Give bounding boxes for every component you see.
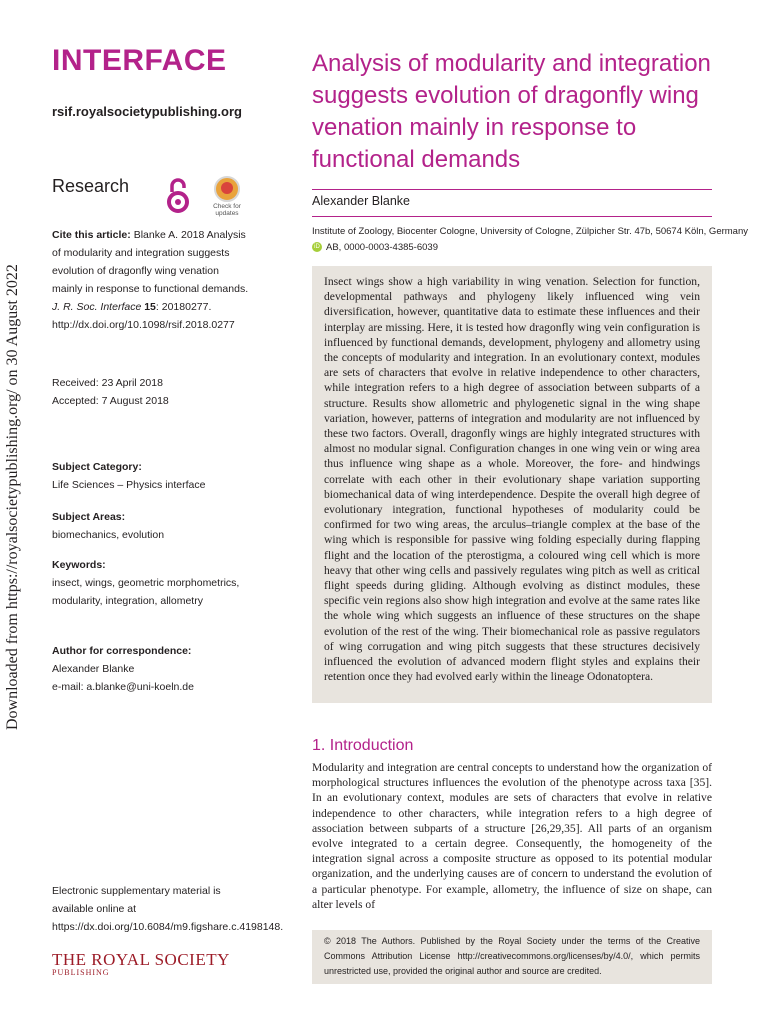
intro-paragraph: Modularity and integration are central concepts to understand how the organization of morphological structures influences the evolution of the phenotype across taxa [35]. In an evolutionary context, modules are sets of characters that evolve in relative independence to other characters, while integration refers to a high degree of association between subparts of a structure [26,29,35]. All parts of an organism evolve integrated to a certain degree. Consequently, the homogeneity of the integration signal across a composite structure as opposed to its potential modular organization, and the underlying causes are of concern to understand the evolution of a particular phenotype. For example, allometry, the influence of size on shape, can alter levels of xyxy=(312,761,712,911)
abstract-box xyxy=(312,266,712,703)
update-badge-label: Check for updates xyxy=(213,203,241,217)
open-access-icon xyxy=(165,178,191,214)
affiliation: Institute of Zoology, Biocenter Cologne, University of Cologne, Zülpicher Str. 47b, 50674 Köln, Germany xyxy=(312,226,749,237)
subject-category-label: Subject Category: xyxy=(52,461,142,473)
section-label: Research xyxy=(52,176,130,196)
subject-category xyxy=(52,458,252,494)
society-sub: PUBLISHING xyxy=(52,968,110,977)
correspondence-label: Author for correspondence: xyxy=(52,645,192,657)
journal-url[interactable]: rsif.royalsocietypublishing.org xyxy=(52,104,242,119)
orcid-icon[interactable]: iD xyxy=(312,242,322,252)
subject-category-value: Life Sciences – Physics interface xyxy=(52,479,206,491)
received-date: Received: 23 April 2018 xyxy=(52,377,163,389)
affiliation-block xyxy=(312,224,748,256)
intro-body xyxy=(312,760,712,912)
article-author: Alexander Blanke xyxy=(312,194,410,208)
download-stamp xyxy=(2,264,26,730)
author-correspondence xyxy=(52,642,252,696)
title-rule xyxy=(312,189,712,190)
download-stamp-text: Downloaded from https://royalsocietypublishing.org/ on 30 August 2022 xyxy=(4,264,21,730)
orcid-line xyxy=(312,240,748,256)
cite-block xyxy=(52,226,252,334)
keywords-value: insect, wings, geometric morphometrics, modularity, integration, allometry xyxy=(52,577,240,607)
abstract-text: Insect wings show a high variability in wing venation. Selection for function, developmental pathways and phylogeny likely influenced wing vein diversification, however, quantitative data to estimate these influences and their interplay are missing. Here, it is tested how dragonfly wing vein configuration is influenced by functional demands, development, phylogeny and allometry using the concepts of modularity and integration. In an evolutionary context, modules are sets of characters that evolve in relative independence to other characters, while integration refers to a high degree of association between subparts of a structure. Results show allometric and phylogenetic signal in the wing shape variation, however, patterns of integration and modularity are not influenced by these two factors. Overall, dragonfly wings are highly integrated structures with almost no modular signal. Configuration changes in one wing vein or wing area thus influence wing shape as a whole. Moreover, the fore- and hindwings correlate with each other in their evolutionary shape variation supporting biomechanical data of wing interdependence. Despite the overall high degree of evolutionary integration, functional hypotheses of modularity could be confirmed for two wing areas, the arculus–triangle complex at the base of the wing which is responsible for passive wing folding especially during flapping flight and the location of the pterostigma, a coloured wing cell which is more heavy that other wing cells and passively regulates wing pitch as well as critical flight speeds during gliding. Although evolving as distinct modules, these specific vein regions also show high integration and evolve at the same rates like the whole wing which suggests an influence of these structures on the shape evolution of the rest of the wing. Their biomechanical role as passive regulators of wing corrugation and wing pitch suggests that these structures decisively influenced the evolution of advanced modern flight styles and explains their retention once they had evolved early within the lineage Odonatoptera. xyxy=(324,275,700,684)
correspondence-name: Alexander Blanke xyxy=(52,663,135,675)
correspondence-email[interactable]: e-mail: a.blanke@uni-koeln.de xyxy=(52,681,194,693)
royal-society-logo xyxy=(52,950,230,977)
keywords xyxy=(52,556,252,610)
keywords-label: Keywords: xyxy=(52,559,106,571)
license-box: © 2018 The Authors. Published by the Royal Society under the terms of the Creative Commons Attribution License http://creativecommons.org/licenses/by/4.0/, which permits unrestricted use, provided the original author and source are credited. xyxy=(312,930,712,984)
cite-text: Blanke A. 2018 Analysis of modularity and integration suggests evolution of dragonfly wing venation mainly in response to functional demands. xyxy=(52,229,249,295)
society-name: THE ROYAL SOCIETY xyxy=(52,950,230,969)
article-title: Analysis of modularity and integration suggests evolution of dragonfly wing venation mainly in response to functional demands xyxy=(312,50,711,173)
supplementary-material: Electronic supplementary material is available online at https://dx.doi.org/10.6084/m9.figshare.c.4198148. xyxy=(52,885,284,933)
orcid-id: AB, 0000-0003-4385-6039 xyxy=(326,242,438,253)
dates-block xyxy=(52,374,252,410)
cite-doi[interactable]: http://dx.doi.org/10.1098/rsif.2018.0277 xyxy=(52,319,235,331)
subject-areas-label: Subject Areas: xyxy=(52,511,126,523)
author-rule xyxy=(312,216,712,217)
cite-label: Cite this article: xyxy=(52,229,131,241)
subject-areas-value: biomechanics, evolution xyxy=(52,529,165,541)
section-heading: 1. Introduction xyxy=(312,737,414,754)
cite-volume: 15 xyxy=(141,301,156,313)
subject-areas xyxy=(52,508,252,544)
check-for-updates-badge[interactable] xyxy=(208,176,246,217)
cite-journal: J. R. Soc. Interface xyxy=(52,301,142,313)
accepted-date: Accepted: 7 August 2018 xyxy=(52,395,169,407)
update-badge-icon xyxy=(214,176,240,202)
journal-logo: INTERFACE xyxy=(52,44,227,77)
cite-pages: : 20180277. xyxy=(155,301,212,313)
